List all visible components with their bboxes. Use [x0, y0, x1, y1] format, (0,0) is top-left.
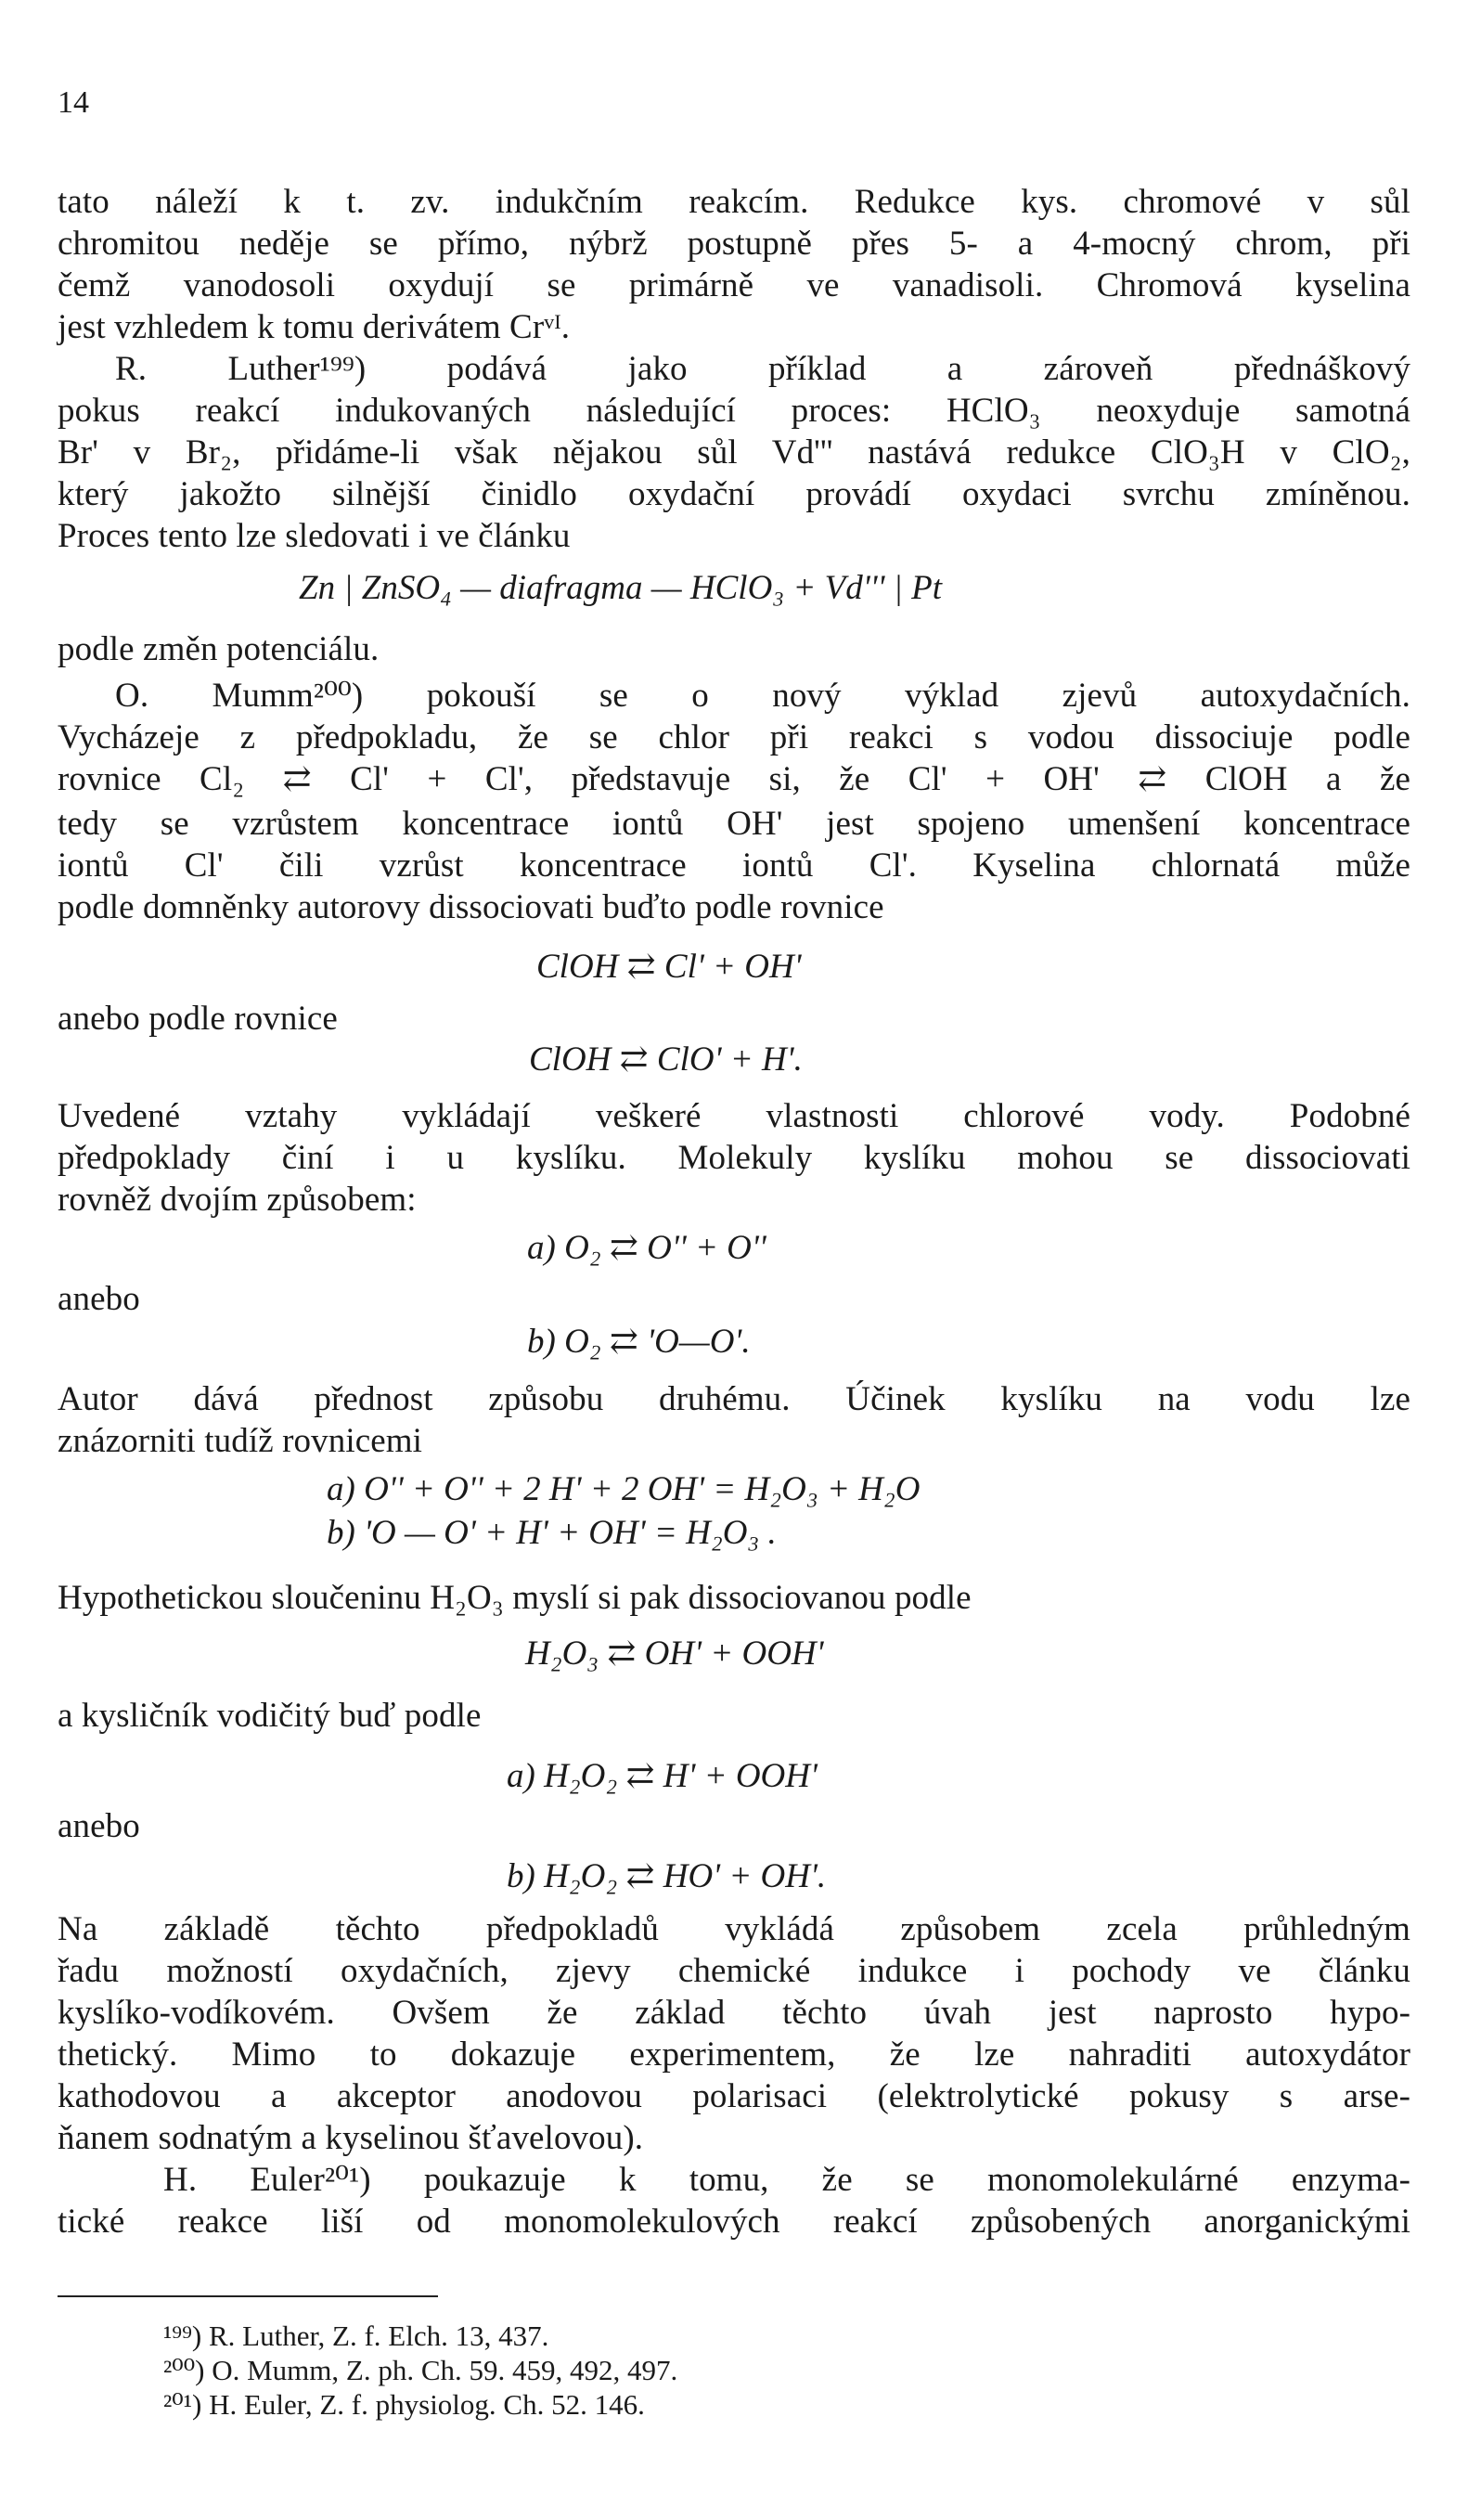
text-line: iontů Cl' čili vzrůst koncentrace iontů Cl'. Kyselina chlornatá může [58, 846, 1410, 885]
text-line: rovnice Cl₂ ⇄ Cl' + Cl', představuje si, že Cl' + OH' ⇄ ClOH a že [58, 760, 1410, 798]
equation-h2o2-a: a) H₂O₂ ⇄ H' + OOH' [507, 1757, 818, 1795]
text-line: anebo [58, 1807, 140, 1845]
text-line: podle změn potenciálu. [58, 630, 380, 668]
text-line: Br' v Br₂, přidáme-li však nějakou sůl Vd''' nastává redukce ClO₃H v ClO₂, [58, 433, 1410, 472]
equation-water-b: b) 'O — O' + H' + OH' = H₂O₃ . [327, 1514, 777, 1552]
footnote: ²⁰⁰) O. Mumm, Z. ph. Ch. 59. 459, 492, 497. [163, 2354, 678, 2386]
footnote: ¹⁹⁹) R. Luther, Z. f. Elch. 13, 437. [163, 2320, 549, 2352]
text-line: kathodovou a akceptor anodovou polarisaci (elektrolytické pokusy s arse- [58, 2077, 1410, 2115]
text-line: čemž vanodosoli oxydují se primárně ve vanadisoli. Chromová kyselina [58, 266, 1410, 304]
equation-cell: Zn | ZnSO₄ — diafragma — HClO₃ + Vd''' | Pt [299, 569, 943, 607]
text-line: Na základě těchto předpokladů vykládá způsobem zcela průhledným [58, 1910, 1410, 1948]
text-line: anebo podle rovnice [58, 1000, 338, 1038]
text-line: podle domněnky autorovy dissociovati buďto podle rovnice [58, 888, 884, 926]
equation-o2-a: a) O₂ ⇄ O'' + O'' [527, 1229, 766, 1267]
text-line: H. Euler²⁰¹) poukazuje k tomu, že se monomolekulárné enzyma- [163, 2161, 1410, 2199]
text-line: Vycházeje z předpokladu, že se chlor při reakci s vodou dissociuje podle [58, 718, 1410, 756]
text-line: thetický. Mimo to dokazuje experimentem, že lze nahraditi autoxydátor [58, 2035, 1410, 2074]
text-line: anebo [58, 1280, 140, 1318]
text-line: rovněž dvojím způsobem: [58, 1181, 417, 1219]
text-line: Autor dává přednost způsobu druhému. Účinek kyslíku na vodu lze [58, 1380, 1410, 1418]
equation-o2-b: b) O₂ ⇄ 'O—O'. [527, 1323, 751, 1361]
text-line: řadu možností oxydačních, zjevy chemické indukce i pochody ve článku [58, 1952, 1410, 1990]
text-line: R. Luther¹⁹⁹) podává jako příklad a zároveň přednáškový [115, 350, 1410, 388]
text-line: tické reakce liší od monomolekulových reakcí způsobených anorganickými [58, 2203, 1410, 2241]
page-number: 14 [58, 85, 89, 120]
text-line: který jakožto silnější činidlo oxydační provádí oxydaci svrchu zmíněnou. [58, 475, 1410, 513]
text-line: Proces tento lze sledovati i ve článku [58, 517, 571, 555]
equation-water-a: a) O'' + O'' + 2 H' + 2 OH' = H₂O₃ + H₂O [327, 1470, 921, 1508]
equation-clo-2: ClOH ⇄ ClO' + H'. [529, 1040, 803, 1079]
text-line: Hypothetickou sloučeninu H₂O₃ myslí si pak dissociovanou podle [58, 1579, 972, 1617]
footnote-rule [58, 2295, 438, 2297]
text-line: předpoklady činí i u kyslíku. Molekuly kyslíku mohou se dissociovati [58, 1139, 1410, 1177]
text-line: chromitou neděje se přímo, nýbrž postupně přes 5- a 4-mocný chrom, při [58, 225, 1410, 263]
text-line: O. Mumm²⁰⁰) pokouší se o nový výklad zjevů autoxydačních. [115, 677, 1410, 715]
text-line: Uvedené vztahy vykládají veškeré vlastnosti chlorové vody. Podobné [58, 1097, 1410, 1135]
text-line: tedy se vzrůstem koncentrace iontů OH' jest spojeno umenšení koncentrace [58, 805, 1410, 843]
equation-clo-1: ClOH ⇄ Cl' + OH' [536, 948, 802, 986]
text-line: kyslíko-vodíkovém. Ovšem že základ těchto úvah jest naprosto hypo- [58, 1994, 1410, 2032]
text-line: a kysličník vodičitý buď podle [58, 1697, 482, 1735]
text-line: jest vzhledem k tomu derivátem Crᵛᴵ. [58, 308, 571, 346]
text-line: znázorniti tudíž rovnicemi [58, 1422, 423, 1460]
equation-h2o2-b: b) H₂O₂ ⇄ HO' + OH'. [507, 1857, 827, 1895]
equation-h2o3: H₂O₃ ⇄ OH' + OOH' [525, 1635, 824, 1673]
text-line: tato náleží k t. zv. indukčním reakcím. Redukce kys. chromové v sůl [58, 183, 1410, 221]
footnote: ²⁰¹) H. Euler, Z. f. physiolog. Ch. 52. 146. [163, 2388, 645, 2421]
text-line: ňanem sodnatým a kyselinou šťavelovou). [58, 2119, 644, 2157]
text-line: pokus reakcí indukovaných následující proces: HClO₃ neoxyduje samotná [58, 392, 1410, 430]
